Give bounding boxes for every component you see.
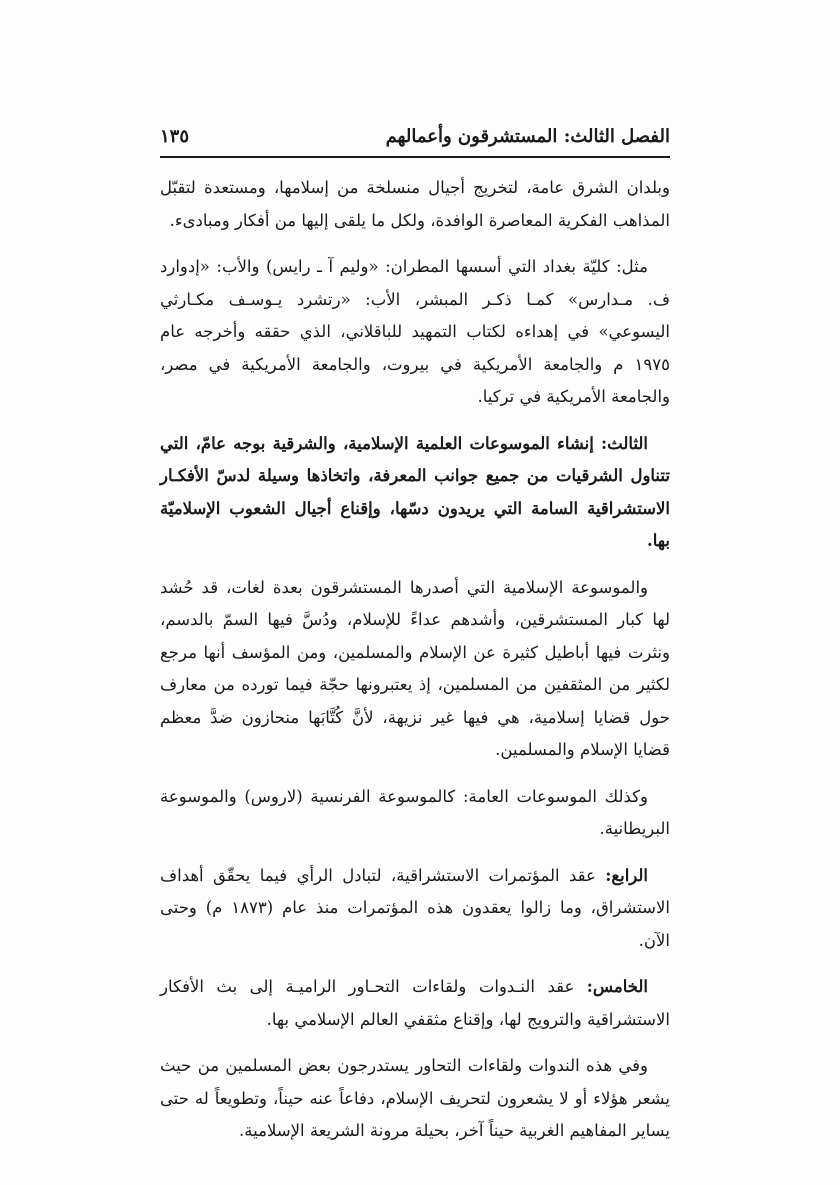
running-header <box>160 122 670 158</box>
paragraph-text: والموسوعة الإسلامية التي أصدرها المستشرقون بعدة لغات، قد حُشد لها كبار المستشرقين، وأشدهم عداءً للإسلام، ودُسَّ فيها السمّ بالدسم، ونثرت فيها أباطيل كثيرة عن الإسلام والمسلمين، ومن المؤسف أنها مرجع لكثير من المثقفين من المسلمين، إذ يعتبرونها حجّة فيما تورده من معارف حول قضايا إسلامية، هي فيها غير نزيهة، لأنَّ كُتَّابَها منحازون ضدَّ معظم قضايا الإسلام والمسلمين. <box>160 577 670 759</box>
paragraph-lead: الرابع: <box>605 865 648 885</box>
page-number: ١٣٥ <box>160 126 190 147</box>
header-chapter-title: الفصل الثالث: المستشرقون وأعمالهم <box>385 126 670 147</box>
paragraph-4 <box>160 572 670 767</box>
paragraph-text: وفي هذه الندوات ولقاءات التحاور يستدرجون بعض المسلمين من حيث يشعر هؤلاء أو لا يشعرون لتحريف الإسلام، دفاعاً عنه حيناً، وتطويعاً له حتى يساير المفاهيم الغربية حيناً آخر، بحيلة مرونة الشريعة الإسلامية. <box>160 1056 670 1140</box>
paragraph-text: عقد النـدوات ولقاءات التحـاور الراميـة إلى بث الأفكار الاستشراقية والترويج لها، وإقناع مثقفي العالم الإسلامي بها. <box>160 977 670 1029</box>
body-text <box>160 172 670 1162</box>
paragraph-2 <box>160 251 670 414</box>
paragraph-text: وبلدان الشرق عامة، لتخريج أجيال منسلخة من إسلامها، ومستعدة لتقبّل المذاهب الفكرية المعاصرة الوافدة، ولكل ما يلقى إليها من أفكار ومبادىء. <box>160 178 670 230</box>
paragraph-6 <box>160 860 670 958</box>
paragraph-text: إنشاء الموسوعات العلمية الإسلامية، والشرقية بوجه عامّ، التي تتناول الشرقيات من جميع جوانب المعرفة، واتخاذها وسيلة لدسّ الأفكـار الاستشراقية السامة التي يريدون دسّها، وإقناع أجيال الشعوب الإسلاميّة بها. <box>160 433 670 550</box>
paragraph-1 <box>160 172 670 237</box>
paragraph-text: عقد المؤتمرات الاستشراقية، لتبادل الرأي فيما يحقّق أهداف الاستشراق، وما زالوا يعقدون هذه المؤتمرات منذ عام (١٨٧٣ م) وحتى الآن. <box>160 865 670 950</box>
paragraph-7 <box>160 971 670 1036</box>
paragraph-3 <box>160 428 670 558</box>
paragraph-text: مثل: كليّة بغداد التي أسسها المطران: «وليم آ ـ رايس) والأب: «إدوارد ف. مـدارس» كمـا ذكـر المبشر، الأب: «رتشرد يـوسـف مكـارثي اليسوعي» في إهداءه لكتاب التمهيد للباقلاني، الذي حققه وأخرجه عام ١٩٧٥ م والجامعة الأمريكية في بيروت، والجامعة الأمريكية في مصر، والجامعة الأمريكية في تركيا. <box>160 257 670 406</box>
paragraph-lead: الثالث: <box>601 433 648 453</box>
paragraph-lead: الخامس: <box>586 977 648 996</box>
paragraph-8 <box>160 1050 670 1148</box>
paragraph-5 <box>160 781 670 846</box>
paragraph-text: وكذلك الموسوعات العامة: كالموسوعة الفرنسية (لاروس) والموسوعة البريطانية. <box>160 786 670 838</box>
